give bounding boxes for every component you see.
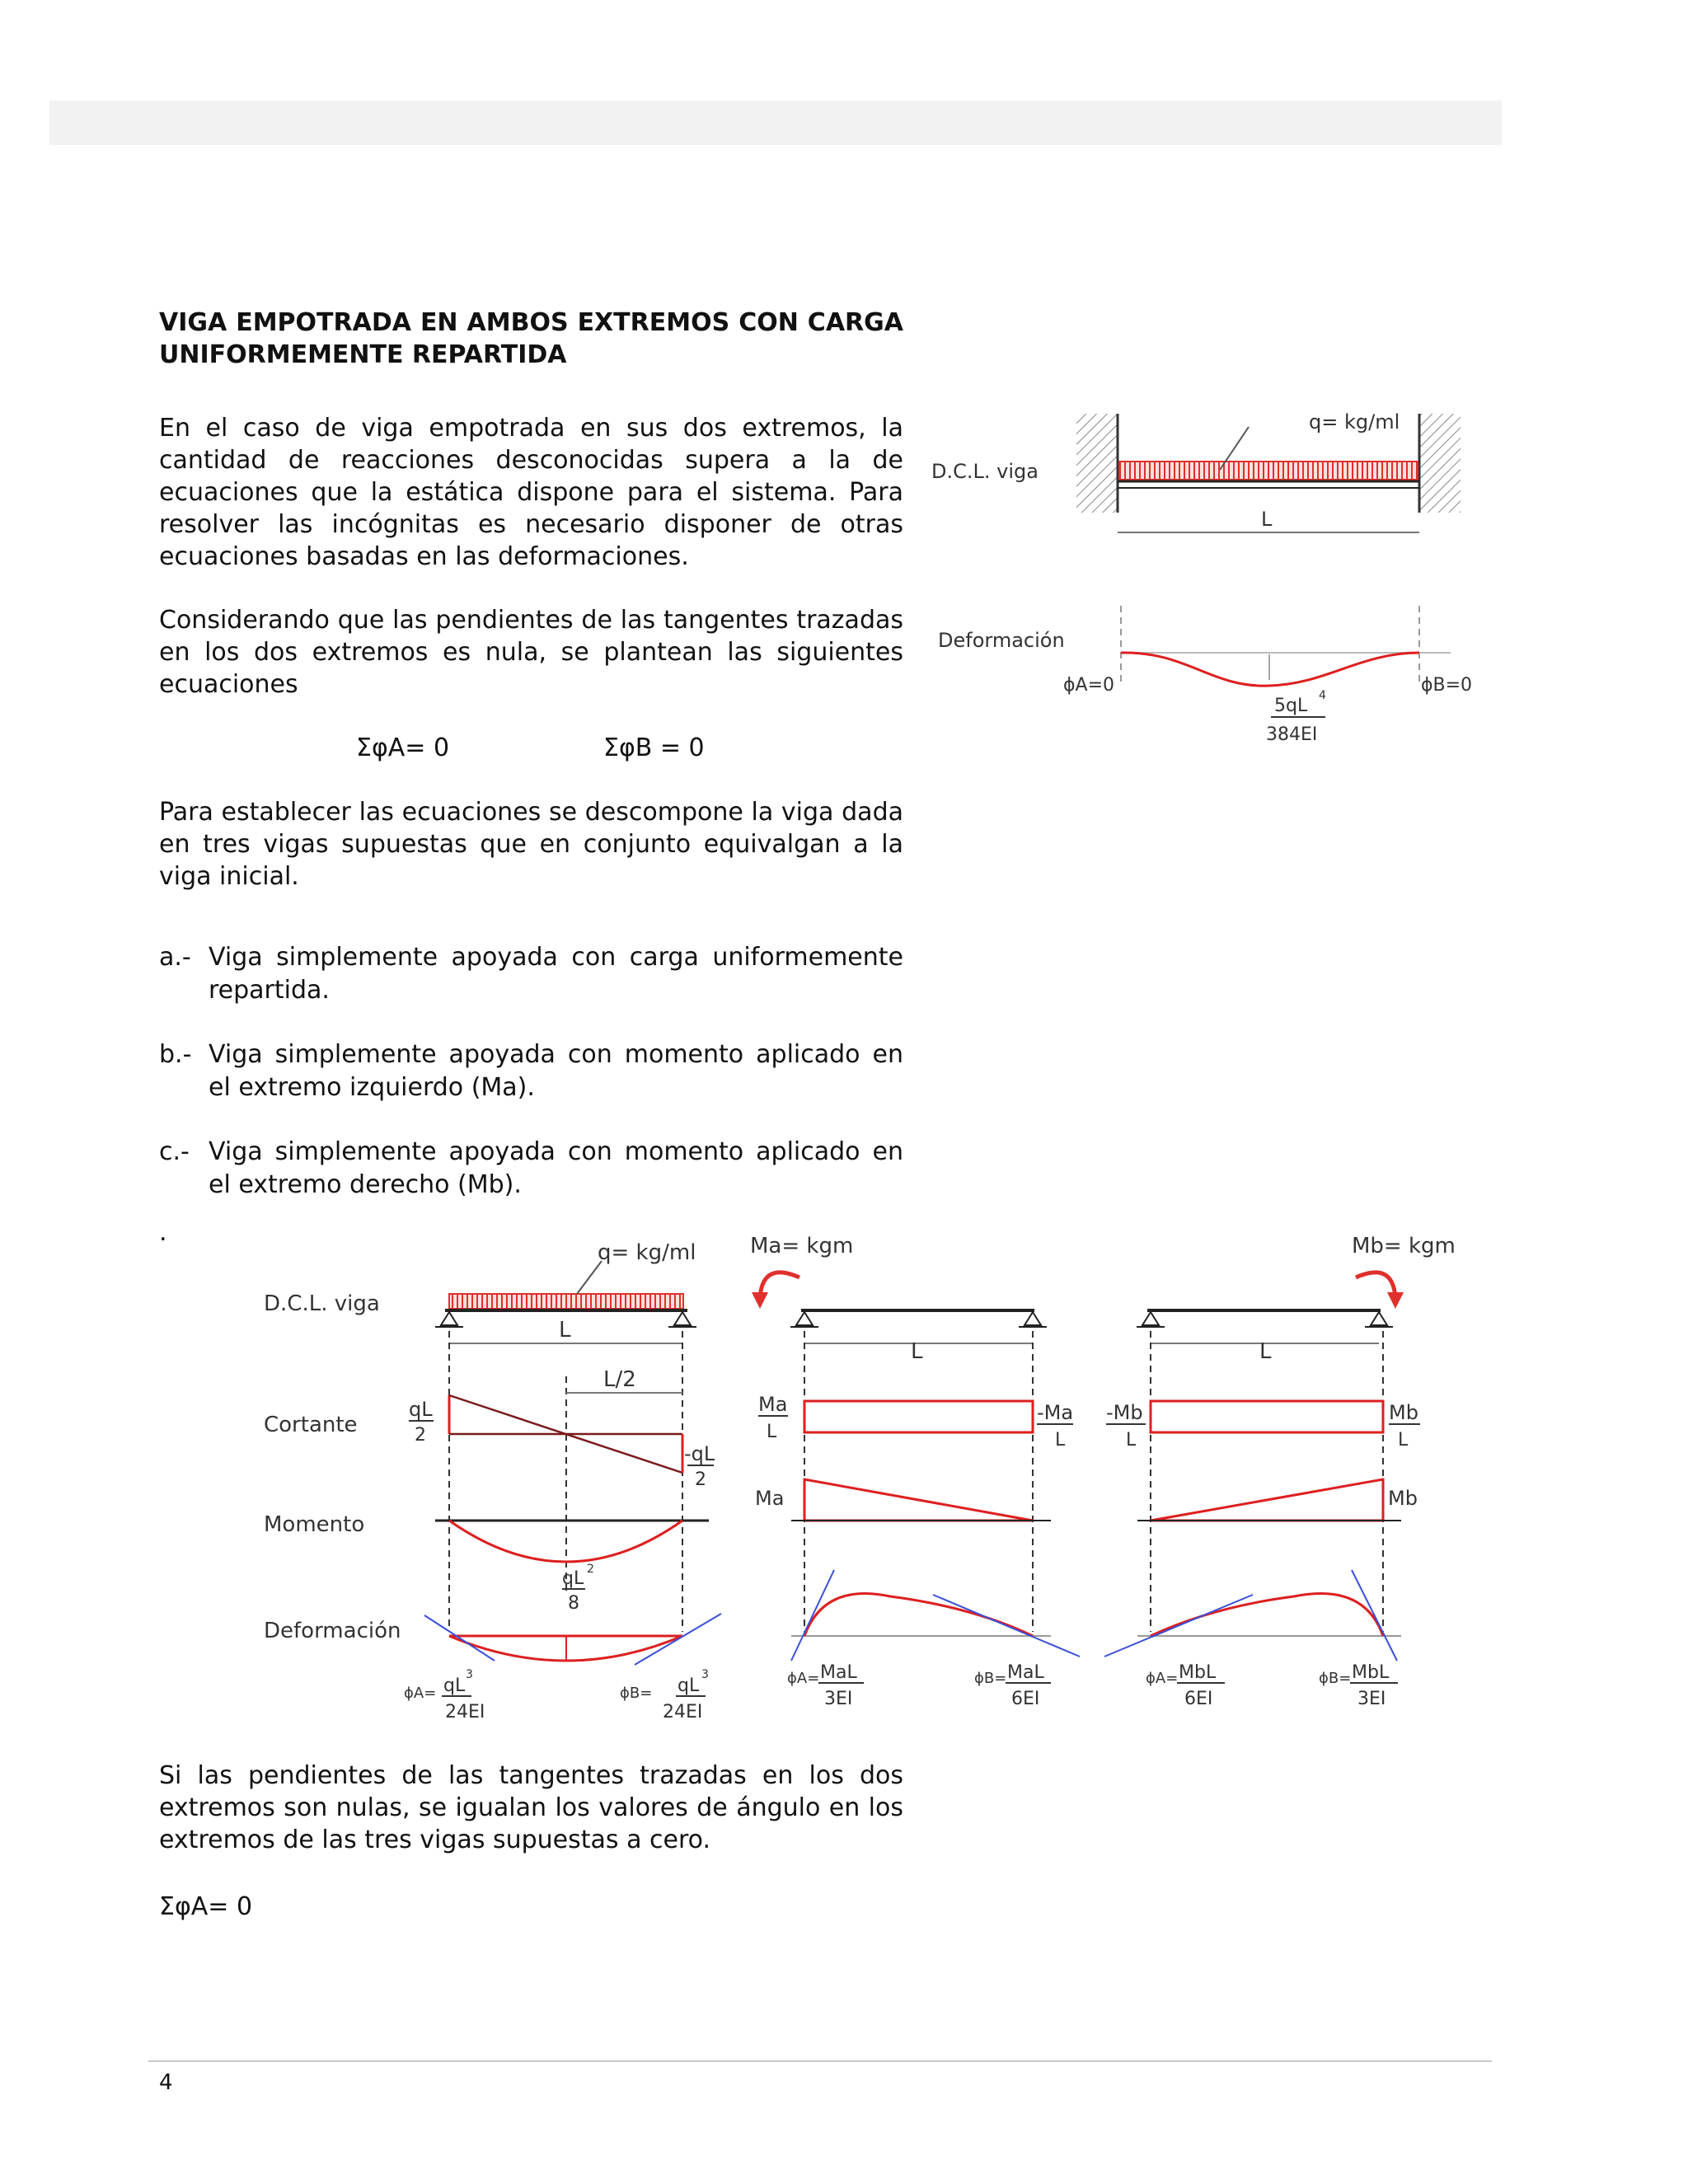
dcl-label: D.C.L. viga	[931, 460, 1039, 483]
phi-b-label: ϕB=0	[1421, 675, 1473, 696]
deflection-exponent: 4	[1319, 689, 1326, 702]
right-wall	[1419, 414, 1461, 513]
list-marker: c.-	[159, 1137, 190, 1166]
row-label-shear: Cortante	[264, 1413, 358, 1437]
case-b-phi-a-den: 3EI	[824, 1689, 853, 1709]
case-b-shear-left-num: Ma	[758, 1393, 788, 1416]
case-a-moment-den: 8	[568, 1593, 579, 1614]
distributed-load	[1119, 462, 1418, 480]
case-c-span: L	[1259, 1339, 1272, 1364]
case-a-half-span: L/2	[603, 1367, 636, 1392]
case-b-shear-left-den: L	[767, 1422, 777, 1442]
case-c-shear-left-num: -Mb	[1106, 1401, 1143, 1424]
case-c-shear-right-num: Mb	[1389, 1401, 1418, 1424]
section-title: VIGA EMPOTRADA EN AMBOS EXTREMOS CON CARGA UNIFORMEMENTE REPARTIDA	[159, 308, 903, 369]
case-c-phi-a-prefix: ϕA=	[1146, 1670, 1179, 1687]
case-a-phi-a-exp: 3	[466, 1668, 473, 1681]
case-a-span: L	[559, 1318, 571, 1343]
case-b-phi-b-num: MaL	[1007, 1662, 1044, 1683]
case-c-shear-left-den: L	[1126, 1430, 1137, 1451]
case-a-load-label: q= kg/ml	[598, 1240, 696, 1265]
case-c-phi-a-num: MbL	[1179, 1662, 1217, 1683]
load-label: q= kg/ml	[1309, 410, 1400, 434]
row-label-deformation: Deformación	[264, 1619, 401, 1643]
case-a-shear-pos-num: qL	[409, 1398, 433, 1421]
deformation-label: Deformación	[938, 629, 1065, 652]
deflection-curve	[1121, 653, 1419, 686]
equation-final: ΣφA= 0	[159, 1892, 253, 1921]
span-label: L	[1261, 508, 1273, 531]
case-b-shear-right-den: L	[1055, 1430, 1066, 1451]
list-text: Viga simplemente apoyada con momento aplicado en el extremo izquierdo (Ma).	[209, 1040, 903, 1102]
case-a-phi-a-num: qL	[443, 1675, 466, 1696]
case-b-moment-diagram	[804, 1479, 1033, 1521]
case-a-phi-b-exp: 3	[701, 1668, 709, 1681]
paragraph-decomposition: Para establecer las ecuaciones se descompone la viga dada en tres vigas supuestas que en conjunto equivalgan a la viga inicial.	[159, 798, 903, 891]
page-number: 4	[159, 2070, 173, 2095]
case-c-shear-right-den: L	[1398, 1430, 1409, 1451]
paragraph-slopes: Considerando que las pendientes de las tangentes trazadas en los dos extremos es nula, se plantean las siguientes ecuaciones	[159, 606, 903, 699]
paragraph-conclusion: Si las pendientes de las tangentes trazadas en los dos extremos son nulas, se igualan los valores de ángulo en los extremos de las tres vigas supuestas a cero.	[159, 1761, 903, 1854]
footer-divider	[148, 2060, 1492, 2062]
row-label-moment: Momento	[264, 1512, 365, 1537]
stray-dot: .	[159, 1218, 167, 1247]
case-a-phi-b-den: 24EI	[663, 1702, 703, 1722]
list-marker: a.-	[159, 943, 191, 972]
deflection-denominator: 384EI	[1266, 724, 1318, 745]
deflection-numerator: 5qL	[1274, 696, 1308, 716]
case-a-moment-num: qL	[562, 1568, 584, 1589]
case-b-phi-a-num: MaL	[820, 1662, 857, 1683]
case-a-phi-b-num: qL	[678, 1675, 700, 1696]
case-a-shear-pos-den: 2	[415, 1425, 426, 1446]
case-b-span: L	[911, 1339, 923, 1364]
case-c-moment-diagram	[1151, 1479, 1383, 1521]
case-b-moment-label: Ma	[755, 1487, 785, 1510]
case-c-phi-a-den: 6EI	[1184, 1689, 1213, 1709]
equation-sum-phi-b: ΣφB = 0	[603, 733, 705, 762]
row-label-dcl: D.C.L. viga	[264, 1291, 380, 1316]
case-b-moment-load: Ma= kgm	[750, 1234, 854, 1258]
case-c-moment-label: Mb	[1388, 1487, 1418, 1510]
phi-a-label: ϕA=0	[1063, 675, 1114, 696]
list-text: Viga simplemente apoyada con momento aplicado en el extremo derecho (Mb).	[209, 1137, 903, 1199]
fixed-beam-figure	[915, 396, 1492, 750]
case-c-shear-diagram	[1151, 1401, 1383, 1432]
superposition-figure	[247, 1228, 1484, 1731]
case-a-shear-neg-num: -qL	[684, 1442, 715, 1465]
case-b-phi-a-prefix: ϕA=	[787, 1670, 820, 1687]
case-b-phi-b-prefix: ϕB=	[974, 1670, 1007, 1687]
case-c-phi-b-prefix: ϕB=	[1319, 1670, 1352, 1687]
case-a-shear-neg-den: 2	[695, 1469, 706, 1490]
list-text: Viga simplemente apoyada con carga uniformemente repartida.	[209, 943, 903, 1005]
case-b-deflection-curve	[804, 1593, 1033, 1636]
case-a-moment-exp: 2	[587, 1563, 594, 1576]
case-a-uniform-load	[404, 1240, 721, 1722]
equation-sum-phi-a: ΣφA= 0	[356, 733, 450, 762]
case-a-phi-b-prefix: ϕB=	[620, 1685, 653, 1702]
list-marker: b.-	[159, 1040, 192, 1069]
case-a-phi-a-den: 24EI	[445, 1702, 485, 1722]
case-c-right-moment	[1104, 1234, 1456, 1709]
case-c-moment-load: Mb= kgm	[1352, 1234, 1456, 1258]
case-b-shear-right-num: -Ma	[1037, 1401, 1074, 1424]
case-c-phi-b-den: 3EI	[1357, 1689, 1386, 1709]
case-b-phi-b-den: 6EI	[1011, 1689, 1040, 1709]
case-b-shear-diagram	[804, 1401, 1033, 1432]
case-c-deflection-curve	[1151, 1593, 1383, 1636]
header-band	[49, 101, 1502, 145]
case-b-left-moment	[750, 1234, 1080, 1709]
paragraph-intro: En el caso de viga empotrada en sus dos extremos, la cantidad de reacciones desconocidas supera a la de ecuaciones que la estática dispone para el sistema. Para resolver las incógnitas es necesario disponer de otras ecuaciones basadas en las deformaciones.	[159, 414, 903, 571]
case-a-phi-a-prefix: ϕA=	[404, 1685, 437, 1702]
left-wall	[1076, 414, 1118, 513]
case-c-phi-b-num: MbL	[1352, 1662, 1390, 1683]
